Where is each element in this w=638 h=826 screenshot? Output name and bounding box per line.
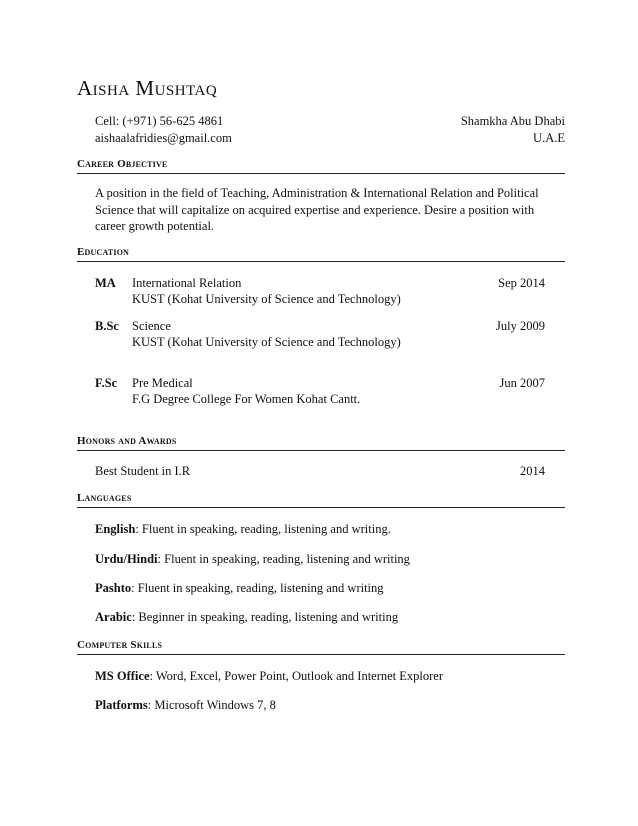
skill-separator: : [147,698,152,712]
field-of-study: International Relation [132,276,242,290]
language-separator: : [135,522,139,536]
skill-separator: : [149,669,153,683]
education-date: Jun 2007 [499,376,545,390]
location: Shamkha Abu Dhabi [460,114,565,128]
country: U.A.E [533,131,565,145]
skill-label: Platforms [95,698,148,712]
skill-label: MS Office [95,669,150,683]
degree: F.Sc [95,376,118,390]
language-item [95,580,384,596]
candidate-name: Aisha Mushtaq [77,76,218,100]
field-of-study: Science [132,319,171,333]
language-name: Urdu/Hindi [95,552,158,566]
section-heading-education: Education [77,245,565,262]
section-heading-career-objective: Career Objective [77,157,565,174]
language-separator: : [131,610,136,624]
degree: MA [95,276,116,290]
education-date: Sep 2014 [498,276,545,290]
degree: B.Sc [95,319,119,333]
language-detail: Fluent in speaking, reading, listening and writing [161,552,410,566]
career-objective-text: A position in the field of Teaching, Administration & International Relation and Political Science that will capitalize on acquired expertise and experience. Desire a position with career growth potential. [95,186,539,233]
language-separator: : [157,552,162,566]
language-detail: Beginner in speaking, reading, listening and writing [135,610,399,624]
language-item [95,521,391,537]
language-name: Pashto [95,581,132,595]
language-item [95,551,410,567]
field-of-study: Pre Medical [132,376,193,390]
institution: F.G Degree College For Women Kohat Cantt. [132,392,361,406]
institution: KUST (Kohat University of Science and Technology) [132,292,401,306]
language-detail: Fluent in speaking, reading, listening and writing [134,581,384,595]
skill-detail: Word, Excel, Power Point, Outlook and Internet Explorer [152,669,444,683]
language-detail: Fluent in speaking, reading, listening and writing. [138,522,391,536]
language-name: Arabic [95,610,132,624]
institution: KUST (Kohat University of Science and Technology) [132,335,401,349]
award-item [95,464,545,479]
language-item [95,609,398,625]
section-heading-languages: Languages [77,491,565,508]
skill-item [95,668,443,684]
award-year: 2014 [520,464,545,478]
skill-detail: Microsoft Windows 7, 8 [151,698,276,712]
contact-block [95,113,565,147]
phone-number: Cell: (+971) 56-625 4861 [95,114,224,128]
section-heading-computer-skills: Computer Skills [77,638,565,655]
skill-item [95,697,276,713]
award-title: Best Student in I.R [95,464,191,478]
email-address: aishaalafridies@gmail.com [95,131,232,145]
section-heading-honors: Honors and Awards [77,434,565,451]
language-name: English [95,522,136,536]
language-separator: : [131,581,135,595]
education-date: July 2009 [496,319,545,333]
